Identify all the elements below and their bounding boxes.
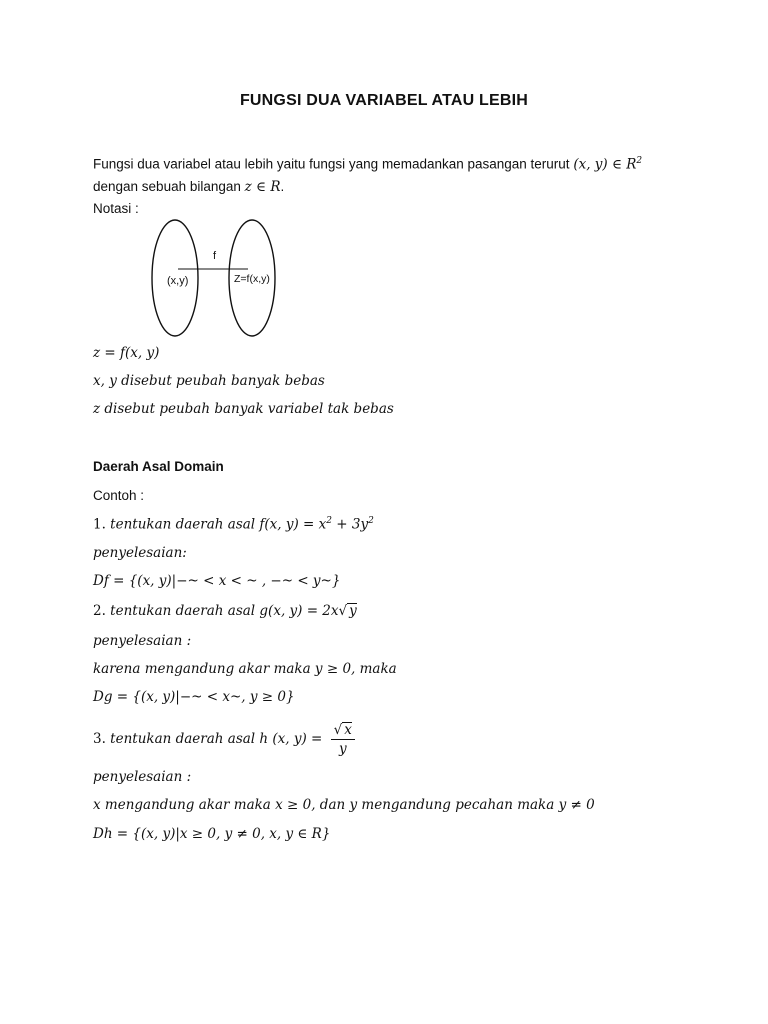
intro-text-1: Fungsi dua variabel atau lebih yaitu fungsi yang memadankan pasangan terurut bbox=[93, 156, 574, 172]
section-title: Daerah Asal Domain bbox=[93, 459, 224, 474]
example-1-answer: Df = {(x, y)|−~ < x < ~ , −~ < y~} bbox=[93, 573, 341, 589]
notation-line-2: x, y disebut peubah banyak bebas bbox=[93, 373, 325, 389]
example-1-question bbox=[93, 516, 374, 533]
example-2-reason: karena mengandung akar maka y ≥ 0, maka bbox=[93, 661, 397, 677]
intro-text-3: . bbox=[280, 178, 285, 194]
example-1-number: 1. bbox=[93, 516, 111, 533]
example-3-fraction bbox=[331, 722, 355, 757]
intro-math-2: z ∈ R bbox=[244, 178, 281, 195]
example-2-solution-label: penyelesaian : bbox=[93, 633, 192, 649]
example-1-sup-2: 2 bbox=[368, 516, 374, 526]
example-3-num-root: x bbox=[344, 722, 352, 738]
example-3-reason: x mengandung akar maka x ≥ 0, dan y mengandung pecahan maka y ≠ 0 bbox=[93, 797, 595, 813]
function-label: f bbox=[213, 250, 217, 262]
sqrt-icon: √ bbox=[338, 603, 348, 619]
example-3-numerator bbox=[331, 722, 355, 740]
example-2-root: y bbox=[349, 603, 357, 619]
intro-text-2: dengan sebuah bilangan bbox=[93, 178, 245, 194]
mapping-diagram bbox=[150, 218, 280, 343]
range-label: Z=f(x,y) bbox=[234, 273, 270, 285]
notation-line-3: z disebut peubah banyak variabel tak bebas bbox=[93, 401, 394, 417]
domain-label: (x,y) bbox=[167, 275, 189, 287]
example-label: Contoh : bbox=[93, 488, 145, 503]
example-3-question bbox=[93, 722, 355, 757]
page-title: FUNGSI DUA VARIABEL ATAU LEBIH bbox=[239, 92, 529, 109]
example-2-text: tentukan daerah asal g(x, y) = 2x bbox=[110, 603, 339, 619]
example-2-answer: Dg = {(x, y)|−~ < x~, y ≥ 0} bbox=[93, 689, 295, 705]
example-1-mid: + 3y bbox=[332, 516, 369, 533]
example-2-question bbox=[93, 603, 357, 619]
example-3-solution-label: penyelesaian : bbox=[93, 769, 192, 785]
example-1-solution-label: penyelesaian: bbox=[93, 545, 187, 561]
notation-label: Notasi : bbox=[93, 201, 139, 216]
intro-math-1-sup: 2 bbox=[636, 156, 643, 166]
example-1-sup-1: 2 bbox=[326, 516, 333, 526]
example-3-denominator: y bbox=[338, 741, 347, 757]
notation-line-1: z = f(x, y) bbox=[93, 345, 160, 361]
example-3-answer: Dh = {(x, y)|x ≥ 0, y ≠ 0, x, y ∈ R} bbox=[93, 826, 331, 842]
sqrt-icon: √ bbox=[333, 722, 343, 738]
example-1-text: tentukan daerah asal f(x, y) = x bbox=[110, 516, 327, 533]
intro-math-1: (x, y) ∈ R bbox=[573, 156, 637, 173]
example-3-number: 3. bbox=[93, 731, 111, 747]
example-2-number: 2. bbox=[93, 603, 111, 619]
intro-paragraph bbox=[93, 150, 693, 198]
example-3-text: tentukan daerah asal h (x, y) = bbox=[110, 731, 323, 747]
